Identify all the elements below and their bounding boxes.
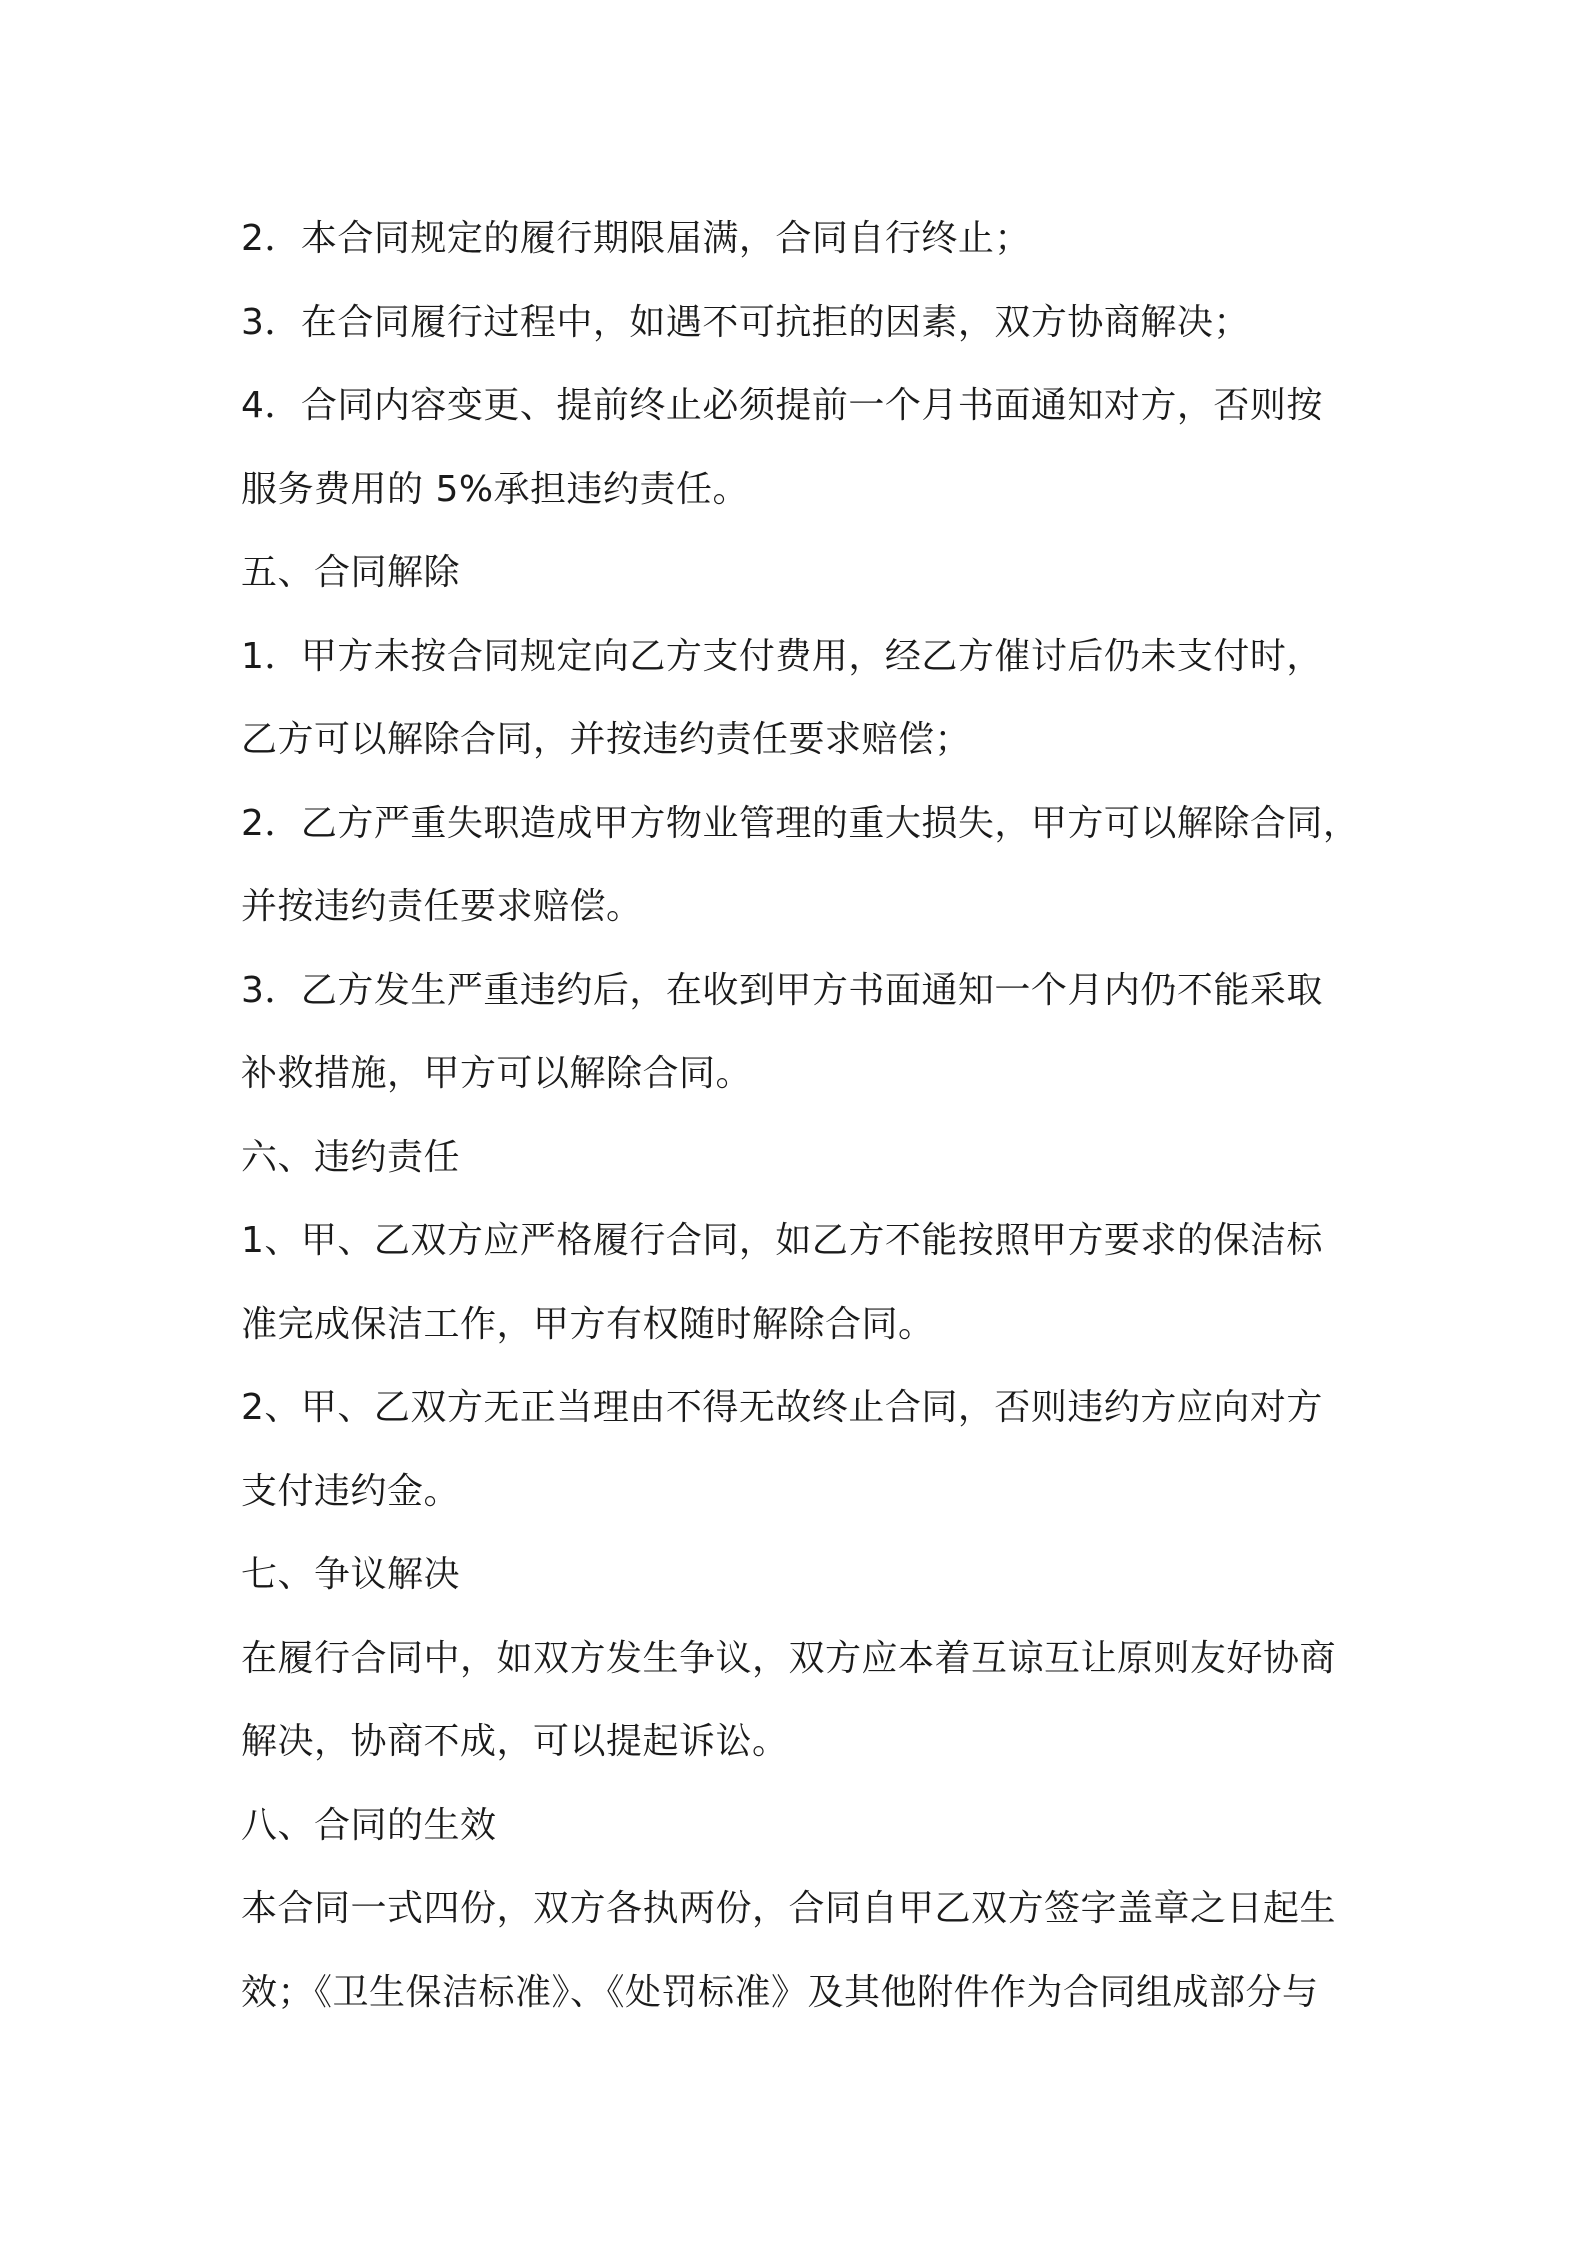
clause-5-1-line-1: 1．甲方未按合同规定向乙方支付费用，经乙方催讨后仍未支付时， [241, 635, 1323, 677]
clause-5-2-line-1: 2．乙方严重失职造成甲方物业管理的重大损失，甲方可以解除合同， [241, 802, 1360, 844]
section-7-text-line-2: 解决，协商不成，可以提起诉讼。 [241, 1721, 789, 1762]
contract-text-body [241, 197, 1361, 2034]
section-8-text-line-2: 效；《卫生保洁标准》、《处罚标准》及其他附件作为合同组成部分与 [241, 1971, 1319, 2013]
section-6-heading: 六、违约责任 [241, 1136, 461, 1178]
section-7-text-line-1: 在履行合同中，如双方发生争议，双方应本着互谅互让原则友好协商 [241, 1637, 1337, 1679]
section-8-text-line-1: 本合同一式四份，双方各执两份，合同自甲乙双方签字盖章之日起生 [241, 1888, 1337, 1929]
clause-4-4-line-1: 4．合同内容变更、提前终止必须提前一个月书面通知对方，否则按 [241, 385, 1323, 426]
clause-5-3-line-2: 补救措施，甲方可以解除合同。 [241, 1053, 753, 1094]
clause-5-2-line-2: 并按违约责任要求赔偿。 [241, 886, 643, 927]
clause-5-1-line-2: 乙方可以解除合同，并按违约责任要求赔偿； [241, 719, 972, 760]
clause-6-1-line-2: 准完成保洁工作，甲方有权随时解除合同。 [241, 1303, 935, 1345]
clause-6-2-line-1: 2、甲、乙双方无正当理由不得无故终止合同，否则违约方应向对方 [241, 1387, 1323, 1428]
clause-4-4-line-2: 服务费用的 5%承担违约责任。 [241, 468, 750, 510]
section-5-heading: 五、合同解除 [241, 552, 461, 593]
section-8-heading: 八、合同的生效 [241, 1804, 497, 1846]
clause-4-2-line: 2．本合同规定的履行期限届满，合同自行终止； [241, 218, 1031, 259]
section-7-heading: 七、争议解决 [241, 1554, 461, 1595]
clause-5-3-line-1: 3．乙方发生严重违约后，在收到甲方书面通知一个月内仍不能采取 [241, 969, 1323, 1011]
clause-6-1-line-1: 1、甲、乙双方应严格履行合同，如乙方不能按照甲方要求的保洁标 [241, 1220, 1323, 1261]
clause-4-3-line: 3．在合同履行过程中，如遇不可抗拒的因素，双方协商解决； [241, 301, 1250, 343]
clause-6-2-line-2: 支付违约金。 [241, 1470, 461, 1512]
